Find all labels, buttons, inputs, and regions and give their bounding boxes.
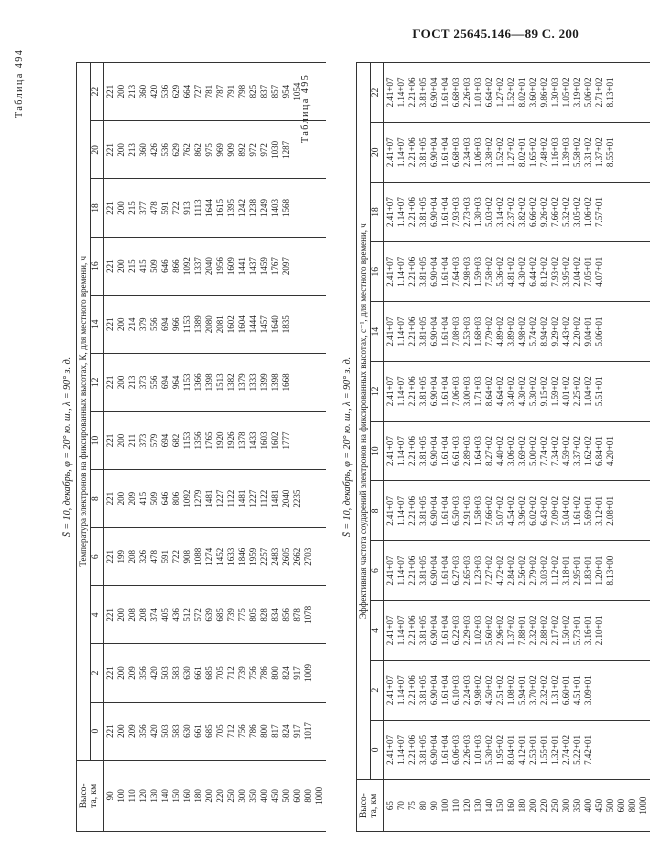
hour-header: 22	[91, 63, 104, 121]
value-column: 2.41+07 1.14+07 2.21+06 3.81+05 6.90+04 1.61+04 6.06+03 2.26+03 1.01+03 5.30+02 1.95+02 8.04+01 4.12+01 2.53+01 1.55+01 1.32+01 2.74+02 5.22+01 7.42+01	[383, 720, 650, 780]
hour-header: 4	[371, 601, 384, 661]
height-column: 90 100 110 120 130 140 150 160 180 200 220 250 300 350 400 450 500 600 800 1000	[103, 760, 326, 831]
hour-header: 2	[371, 660, 384, 720]
hour-header: 10	[371, 421, 384, 481]
hour-header: 14	[371, 302, 384, 362]
hour-header: 4	[91, 586, 104, 644]
hour-header: 0	[371, 720, 384, 780]
value-column: 221 200 211 373 579 694 682 1153 1356 1765 1920 1926 1378 1433 1603 1602 1777	[103, 411, 326, 469]
page-header: ГОСТ 25645.146—89 С. 200	[412, 26, 579, 41]
table-495-title: S̄ = 10, декабрь, φ = 20° ю. ш., λ = 90° з. д.	[342, 356, 353, 538]
value-column: 221 200 215 415 509 646 866 1092 1337 2040 1956 1609 1441 1437 1459 1767 2097	[103, 237, 326, 295]
value-column: 221 200 213 373 556 694 964 1153 1366 1398 1513 1382 1379 1333 1399 1398 1668	[103, 353, 326, 411]
height-header: Высо- та, км	[77, 760, 104, 831]
hour-header: 18	[91, 179, 104, 237]
value-column: 2.41+07 1.14+07 2.21+06 3.81+05 6.90+04 1.61+04 6.22+03 2.29+03 1.02+03 5.60+02 2.96+02 1.37+02 7.88+01 2.32+02 2.88+02 2.17+02 1.50+02 5.73+01 3.16+01 2.10+01	[383, 601, 650, 661]
value-column: 221 200 209 415 509 646 806 1092 1279 1481 1227 1122 1481 1227 1122 1481 2040 2235	[103, 470, 326, 528]
table-495	[340, 62, 650, 832]
hour-header: 20	[91, 121, 104, 179]
value-column: 2.41+07 1.14+07 2.21+06 3.81+05 6.90+04 1.61+04 7.64+03 2.98+03 1.59+03 7.58+02 5.36+02 4.81+02 4.30+02 6.44+02 8.12+02 7.93+02 3.95+02 2.04+02 7.05+01 4.07+01	[383, 242, 650, 302]
value-column: 221 200 213 360 426 536 629 762 862 975 969 909 892 972 972 1030 1287	[103, 121, 326, 179]
hour-header: 20	[371, 122, 384, 182]
value-column: 221 200 208 208 374 405 436 512 572 639 685 739 775 805 828 834 856 878 1078	[103, 586, 326, 644]
value-column: 2.41+07 1.14+07 2.21+06 3.81+05 6.90+04 1.61+04 7.93+03 2.73+03 1.30+03 5.03+02 3.14+02 2.37+02 3.82+02 6.66+02 9.26+02 7.66+02 5.32+02 3.05+02 1.06+02 7.57+01	[383, 182, 650, 242]
value-column: 221 200 209 356 420 503 583 630 661 685 705 712 739 756 786 800 824 917 1009	[103, 644, 326, 702]
height-column: 65 70 75 80 90 100 110 120 130 140 150 160 180 200 220 250 300 350 400 450 500 600 800 1000	[383, 780, 650, 832]
hour-header: 6	[91, 528, 104, 586]
value-column: 2.41+07 1.14+07 2.21+06 3.81+05 6.90+04 1.61+04 6.50+03 2.91+03 1.58+03 7.66+02 5.07+02 4.54+02 3.96+02 6.02+02 6.43+02 7.09+02 5.04+02 1.61+02 5.69+01 3.12+01 2.08+01	[383, 481, 650, 541]
hour-header: 12	[91, 353, 104, 411]
value-column: 221 200 214 379 556 694 966 1153 1389 2080 2081 1602 1604 1444 1457 1640 1835	[103, 295, 326, 353]
value-column: 2.41+07 1.14+07 2.21+06 3.81+05 6.90+04 1.61+04 7.06+03 3.00+03 1.71+03 8.64+02 4.64+02 3.40+02 4.30+02 5.30+02 9.15+02 1.59+02 4.01+02 2.25+02 1.04+02 5.51+01	[383, 361, 650, 421]
value-column: 221 200 213 360 420 536 629 664 727 781 787 791 798 825 837 857 954 1054	[103, 63, 326, 121]
value-column: 221 200 215 377 478 591 722 913 1113 1644 1615 1395 1242 1238 1249 1403 1568	[103, 179, 326, 237]
hour-header: 22	[371, 63, 384, 123]
value-column: 2.41+07 1.14+07 2.21+06 3.81+05 6.90+04 1.61+04 6.68+03 2.34+03 1.06+03 3.38+02 1.52+02 1.27+02 8.02+01 1.65+02 7.48+02 1.16+03 1.39+03 5.58+02 3.31+02 1.37+02 8.55+01	[383, 122, 650, 182]
height-header: Высо- та, км	[357, 780, 384, 832]
hour-header: 8	[91, 470, 104, 528]
hour-header: 0	[91, 702, 104, 760]
table-subtitle: Эффективная частота соударений электронов на фиксированных высотах, с⁻¹, для местного времени, ч	[357, 63, 371, 780]
value-column: 221 199 208 326 478 591 722 908 1088 1274 1452 1633 1846 1959 2257 2483 2605 2662 2703	[103, 528, 326, 586]
value-column: 221 200 209 356 420 503 583 630 661 685 705 712 756 786 800 817 824 917 1017	[103, 702, 326, 760]
hour-header: 8	[371, 481, 384, 541]
table-subtitle: Температура электронов на фиксированных высотах, К, для местного времени, ч	[77, 63, 91, 761]
hour-header: 18	[371, 182, 384, 242]
table-494	[60, 62, 326, 832]
value-column: 2.41+07 1.14+07 2.21+06 3.81+05 6.90+04 1.61+04 6.68+03 2.26+03 1.01+03 6.64+02 1.27+02 1.52+02 8.02+01 3.60+02 9.86+02 1.30+03 1.05+02 3.19+02 5.06+02 2.71+02 8.13+01	[383, 63, 650, 123]
hour-header: 16	[371, 242, 384, 302]
table-494-title: S̄ = 10, декабрь, φ = 20° ю. ш., λ = 90° з. д.	[62, 356, 73, 538]
table-494-label: Таблица 494	[14, 48, 25, 118]
hour-header: 16	[91, 237, 104, 295]
value-column: 2.41+07 1.14+07 2.21+06 3.81+05 6.90+04 1.61+04 6.61+03 2.89+03 1.64+03 8.27+02 4.40+02 3.06+02 3.69+02 5.00+02 7.74+02 7.34+02 4.59+02 3.37+02 1.62+02 6.84+01 4.20+01	[383, 421, 650, 481]
hour-header: 12	[371, 361, 384, 421]
value-column: 2.41+07 1.14+07 2.21+06 3.81+05 6.90+04 1.61+04 6.10+03 2.24+03 9.98+02 4.50+02 2.51+02 1.08+02 5.94+01 3.70+02 2.32+02 1.31+02 6.60+01 4.51+01 3.09+01	[383, 660, 650, 720]
hour-header: 6	[371, 541, 384, 601]
hour-header: 10	[91, 411, 104, 469]
value-column: 2.41+07 1.14+07 2.21+06 3.81+05 6.90+04 1.61+04 7.08+03 2.53+03 1.68+03 7.79+02 4.89+02 3.89+02 4.98+02 5.74+02 8.94+02 9.29+02 4.43+02 2.20+02 9.04+01 5.06+01	[383, 302, 650, 362]
value-column: 2.41+07 1.14+07 2.21+06 3.81+05 6.90+04 1.61+04 6.27+03 2.65+03 1.23+03 7.27+02 4.72+02 2.84+02 2.56+02 2.79+02 3.03+02 1.12+02 3.18+01 2.95+01 1.83+01 1.20+01 8.13+00	[383, 541, 650, 601]
hour-header: 14	[91, 295, 104, 353]
hour-header: 2	[91, 644, 104, 702]
table-495-label: Таблица 495	[300, 73, 311, 143]
